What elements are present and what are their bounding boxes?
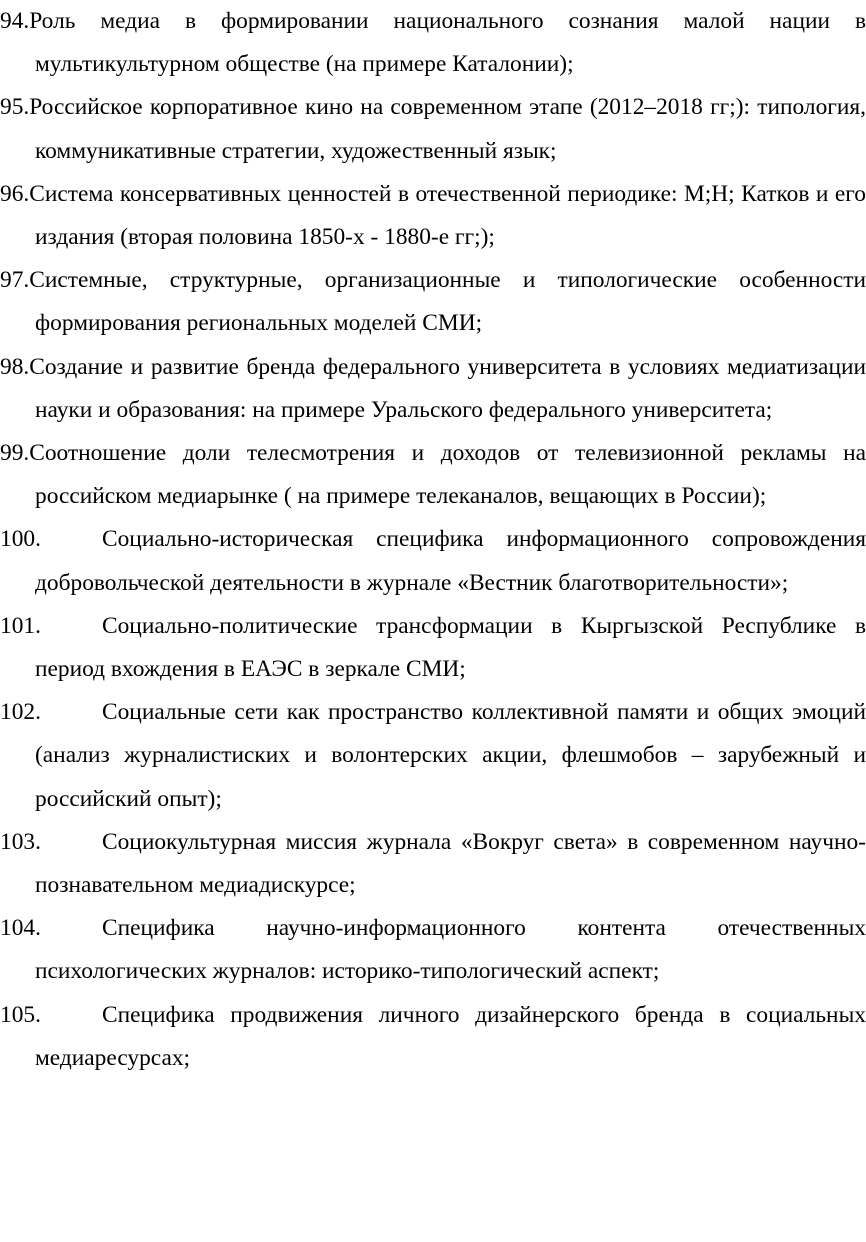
item-number: 97. [0,267,30,294]
item-text: Социальные сети как пространство коллективной памяти и общих эмоций (анализ журналистиских и волонтерских акции, флешмобов – зарубежный и российский опыт); [35,699,866,812]
item-number: 98. [0,353,30,380]
list-item [0,691,866,821]
item-text: Системные, структурные, организационные и типологические особенности формирования региональных моделей СМИ; [29,267,866,337]
item-text: Специфика продвижения личного дизайнерского бренда в социальных медиаресурсах; [35,1001,866,1071]
item-text: Социально-историческая специфика информационного сопровождения добровольческой деятельности в журнале «Вестник благотворительности»; [35,526,866,596]
list-item [0,173,866,259]
list-item [0,432,866,518]
list-item [0,821,866,907]
item-number: 105. [0,1001,41,1028]
item-number: 100. [0,526,41,553]
item-text: Специфика научно-информационного контента отечественных психологических журналов: историко-типологический аспект; [35,915,866,985]
item-number: 104. [0,915,41,942]
item-text: Российское корпоративное кино на современном этапе (2012–2018 гг;): типология, коммуникативные стратегии, художественный язык; [29,94,866,164]
list-item [0,518,866,604]
list-item [0,86,866,172]
list-item [0,259,866,345]
item-text: Создание и развитие бренда федерального университета в условиях медиатизации науки и образования: на примере Уральского федерального университета; [29,353,866,423]
list-item [0,907,866,993]
list-item [0,994,866,1080]
item-text: Система консервативных ценностей в отечественной периодике: М;Н; Катков и его издания (вторая половина 1850-х - 1880-е гг;); [29,180,866,251]
item-number: 103. [0,828,41,855]
item-text: Соотношение доли телесмотрения и доходов от телевизионной рекламы на российском медиарынке ( на примере телеканалов, вещающих в России); [29,440,866,510]
item-number: 99. [0,440,30,467]
list-item [0,605,866,691]
item-number: 94. [0,8,30,34]
item-number: 96. [0,180,30,207]
item-number: 101. [0,612,41,639]
item-number: 95. [0,94,30,121]
item-text: Социально-политические трансформации в Кыргызской Республике в период вхождения в ЕАЭС в зеркале СМИ; [35,612,866,683]
list-item [0,0,866,86]
list-item [0,346,866,432]
item-text: Социокультурная миссия журнала «Вокруг света» в современном научно-познавательном медиадискурсе; [35,828,866,899]
item-number: 102. [0,699,41,726]
item-text: Роль медиа в формировании национального сознания малой нации в мультикультурном обществе (на примере Каталонии); [29,8,866,78]
